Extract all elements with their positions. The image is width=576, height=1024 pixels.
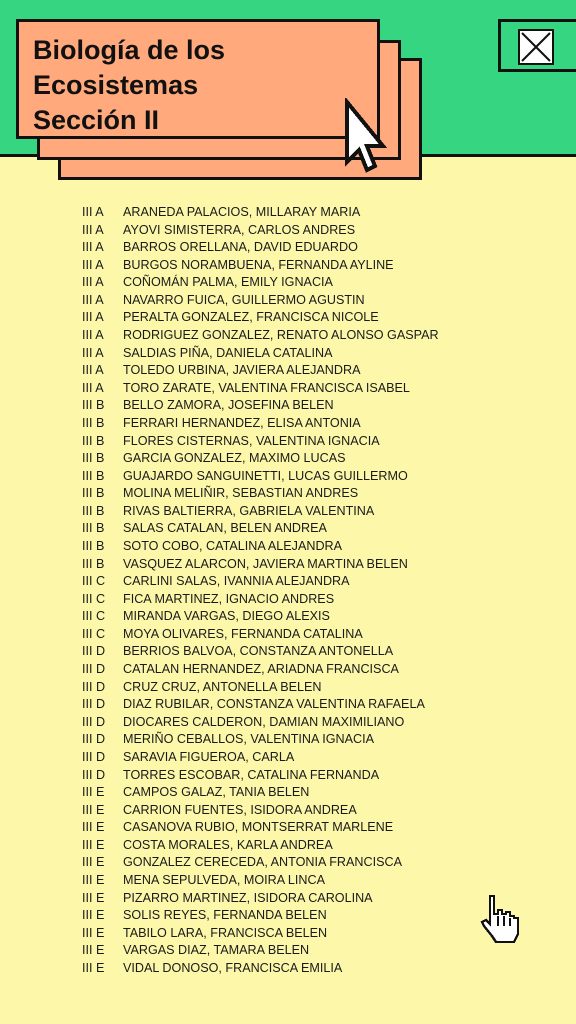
list-item <box>82 556 439 574</box>
section-label: III D <box>82 662 106 677</box>
section-label: III A <box>82 222 104 237</box>
student-name: SOLIS REYES, FERNANDA BELEN <box>123 908 327 923</box>
close-button[interactable] <box>498 19 576 72</box>
student-name: VASQUEZ ALARCON, JAVIERA MARTINA BELEN <box>123 556 408 571</box>
section-label: III D <box>82 714 106 729</box>
student-name: CRUZ CRUZ, ANTONELLA BELEN <box>123 679 322 694</box>
list-item <box>82 679 439 697</box>
list-item <box>82 468 439 486</box>
list-item <box>82 942 439 960</box>
section-label: III A <box>82 257 104 272</box>
list-item <box>82 925 439 943</box>
list-item <box>82 626 439 644</box>
student-name: GARCIA GONZALEZ, MAXIMO LUCAS <box>123 451 346 466</box>
section-label: III E <box>82 820 105 835</box>
student-name: DIAZ RUBILAR, CONSTANZA VALENTINA RAFAELA <box>123 697 425 712</box>
student-name: VIDAL DONOSO, FRANCISCA EMILIA <box>123 960 343 975</box>
student-name: ARANEDA PALACIOS, MILLARAY MARIA <box>123 205 361 219</box>
section-label: III A <box>82 292 104 307</box>
student-name: TABILO LARA, FRANCISCA BELEN <box>123 925 328 940</box>
list-item <box>82 767 439 785</box>
list-item <box>82 503 439 521</box>
list-item <box>82 784 439 802</box>
section-label: III E <box>82 802 105 817</box>
student-name: RODRIGUEZ GONZALEZ, RENATO ALONSO GASPAR <box>123 328 439 343</box>
student-name: DIOCARES CALDERON, DAMIAN MAXIMILIANO <box>123 714 405 729</box>
list-item <box>82 837 439 855</box>
student-name: TORRES ESCOBAR, CATALINA FERNANDA <box>123 767 380 782</box>
student-name: NAVARRO FUICA, GUILLERMO AGUSTIN <box>123 292 365 307</box>
student-name: SARAVIA FIGUEROA, CARLA <box>123 749 295 764</box>
section-label: III A <box>82 345 104 360</box>
list-item <box>82 327 439 345</box>
list-item <box>82 731 439 749</box>
section-label: III E <box>82 837 105 852</box>
list-item <box>82 239 439 257</box>
pointer-hand-icon <box>478 892 522 953</box>
section-label: III B <box>82 398 105 413</box>
section-label: III E <box>82 925 105 940</box>
section-label: III D <box>82 767 106 782</box>
page-title <box>33 33 353 138</box>
student-name: SALAS CATALAN, BELEN ANDREA <box>123 521 327 536</box>
student-name: CARLINI SALAS, IVANNIA ALEJANDRA <box>123 574 350 589</box>
student-name: VARGAS DIAZ, TAMARA BELEN <box>123 943 310 958</box>
section-label: III A <box>82 275 104 290</box>
student-name: CAMPOS GALAZ, TANIA BELEN <box>123 785 310 800</box>
section-label: III A <box>82 205 104 219</box>
student-name: COSTA MORALES, KARLA ANDREA <box>123 837 333 852</box>
list-item <box>82 907 439 925</box>
student-name: BERRIOS BALVOA, CONSTANZA ANTONELLA <box>123 644 394 659</box>
section-label: III E <box>82 855 105 870</box>
section-label: III A <box>82 310 104 325</box>
student-name: GUAJARDO SANGUINETTI, LUCAS GUILLERMO <box>123 468 408 483</box>
section-label: III A <box>82 240 104 255</box>
list-item <box>82 854 439 872</box>
section-label: III D <box>82 749 106 764</box>
student-name: FICA MARTINEZ, IGNACIO ANDRES <box>123 591 335 606</box>
list-item <box>82 345 439 363</box>
section-label: III C <box>82 574 106 589</box>
section-label: III A <box>82 328 104 343</box>
section-label: III B <box>82 521 105 536</box>
section-label: III B <box>82 556 105 571</box>
student-name: SALDIAS PIÑA, DANIELA CATALINA <box>123 345 333 360</box>
section-label: III B <box>82 433 105 448</box>
student-name: TORO ZARATE, VALENTINA FRANCISCA ISABEL <box>123 380 410 395</box>
section-label: III B <box>82 538 105 553</box>
arrow-cursor-icon <box>343 98 391 183</box>
section-label: III E <box>82 908 105 923</box>
list-item <box>82 485 439 503</box>
list-item <box>82 696 439 714</box>
student-name: AYOVI SIMISTERRA, CARLOS ANDRES <box>123 222 356 237</box>
list-item <box>82 661 439 679</box>
list-item <box>82 222 439 240</box>
student-name: BELLO ZAMORA, JOSEFINA BELEN <box>123 398 334 413</box>
list-item <box>82 257 439 275</box>
list-item <box>82 591 439 609</box>
section-label: III C <box>82 626 106 641</box>
list-item <box>82 433 439 451</box>
section-label: III B <box>82 486 105 501</box>
student-name: COÑOMÁN PALMA, EMILY IGNACIA <box>123 275 333 290</box>
student-name: CARRION FUENTES, ISIDORA ANDREA <box>123 802 357 817</box>
section-label: III C <box>82 609 106 624</box>
list-item <box>82 380 439 398</box>
list-item <box>82 204 439 222</box>
student-name: FERRARI HERNANDEZ, ELISA ANTONIA <box>123 415 361 430</box>
section-label: III D <box>82 732 106 747</box>
list-item <box>82 450 439 468</box>
student-name: TOLEDO URBINA, JAVIERA ALEJANDRA <box>123 363 361 378</box>
list-item <box>82 573 439 591</box>
student-name: MOYA OLIVARES, FERNANDA CATALINA <box>123 626 363 641</box>
section-label: III B <box>82 415 105 430</box>
list-item <box>82 749 439 767</box>
list-item <box>82 274 439 292</box>
section-label: III E <box>82 960 105 975</box>
student-name: PERALTA GONZALEZ, FRANCISCA NICOLE <box>123 310 379 325</box>
list-item <box>82 292 439 310</box>
section-label: III B <box>82 468 105 483</box>
title-line-2: Ecosistemas <box>33 70 199 100</box>
close-x-icon[interactable] <box>518 29 554 65</box>
student-name: MOLINA MELIÑIR, SEBASTIAN ANDRES <box>123 486 359 501</box>
list-item <box>82 608 439 626</box>
section-label: III B <box>82 503 105 518</box>
list-item <box>82 520 439 538</box>
title-line-3: Sección II <box>33 105 160 135</box>
list-item <box>82 819 439 837</box>
student-name: RIVAS BALTIERRA, GABRIELA VALENTINA <box>123 503 375 518</box>
list-item <box>82 309 439 327</box>
student-name: SOTO COBO, CATALINA ALEJANDRA <box>123 538 343 553</box>
section-label: III E <box>82 785 105 800</box>
list-item <box>82 890 439 908</box>
list-item <box>82 397 439 415</box>
student-name: CASANOVA RUBIO, MONTSERRAT MARLENE <box>123 820 394 835</box>
list-item <box>82 415 439 433</box>
list-item <box>82 362 439 380</box>
list-item <box>82 714 439 732</box>
section-label: III D <box>82 644 106 659</box>
section-label: III A <box>82 380 104 395</box>
student-name: BARROS ORELLANA, DAVID EDUARDO <box>123 240 358 255</box>
section-label: III E <box>82 890 105 905</box>
section-label: III D <box>82 679 106 694</box>
list-item <box>82 643 439 661</box>
student-name: MERIÑO CEBALLOS, VALENTINA IGNACIA <box>123 732 375 747</box>
section-label: III E <box>82 872 105 887</box>
title-line-1: Biología de los <box>33 35 226 65</box>
list-item <box>82 960 439 978</box>
student-name: GONZALEZ CERECEDA, ANTONIA FRANCISCA <box>123 855 402 870</box>
list-item <box>82 872 439 890</box>
list-item <box>82 538 439 556</box>
student-name: BURGOS NORAMBUENA, FERNANDA AYLINE <box>123 257 394 272</box>
student-name: CATALAN HERNANDEZ, ARIADNA FRANCISCA <box>123 662 399 677</box>
student-name: MENA SEPULVEDA, MOIRA LINCA <box>123 872 326 887</box>
student-roster <box>82 204 439 977</box>
section-label: III C <box>82 591 106 606</box>
section-label: III D <box>82 697 106 712</box>
student-name: FLORES CISTERNAS, VALENTINA IGNACIA <box>123 433 380 448</box>
section-label: III A <box>82 363 104 378</box>
section-label: III B <box>82 451 105 466</box>
list-item <box>82 802 439 820</box>
section-label: III E <box>82 943 105 958</box>
student-name: PIZARRO MARTINEZ, ISIDORA CAROLINA <box>123 890 373 905</box>
student-name: MIRANDA VARGAS, DIEGO ALEXIS <box>123 609 330 624</box>
